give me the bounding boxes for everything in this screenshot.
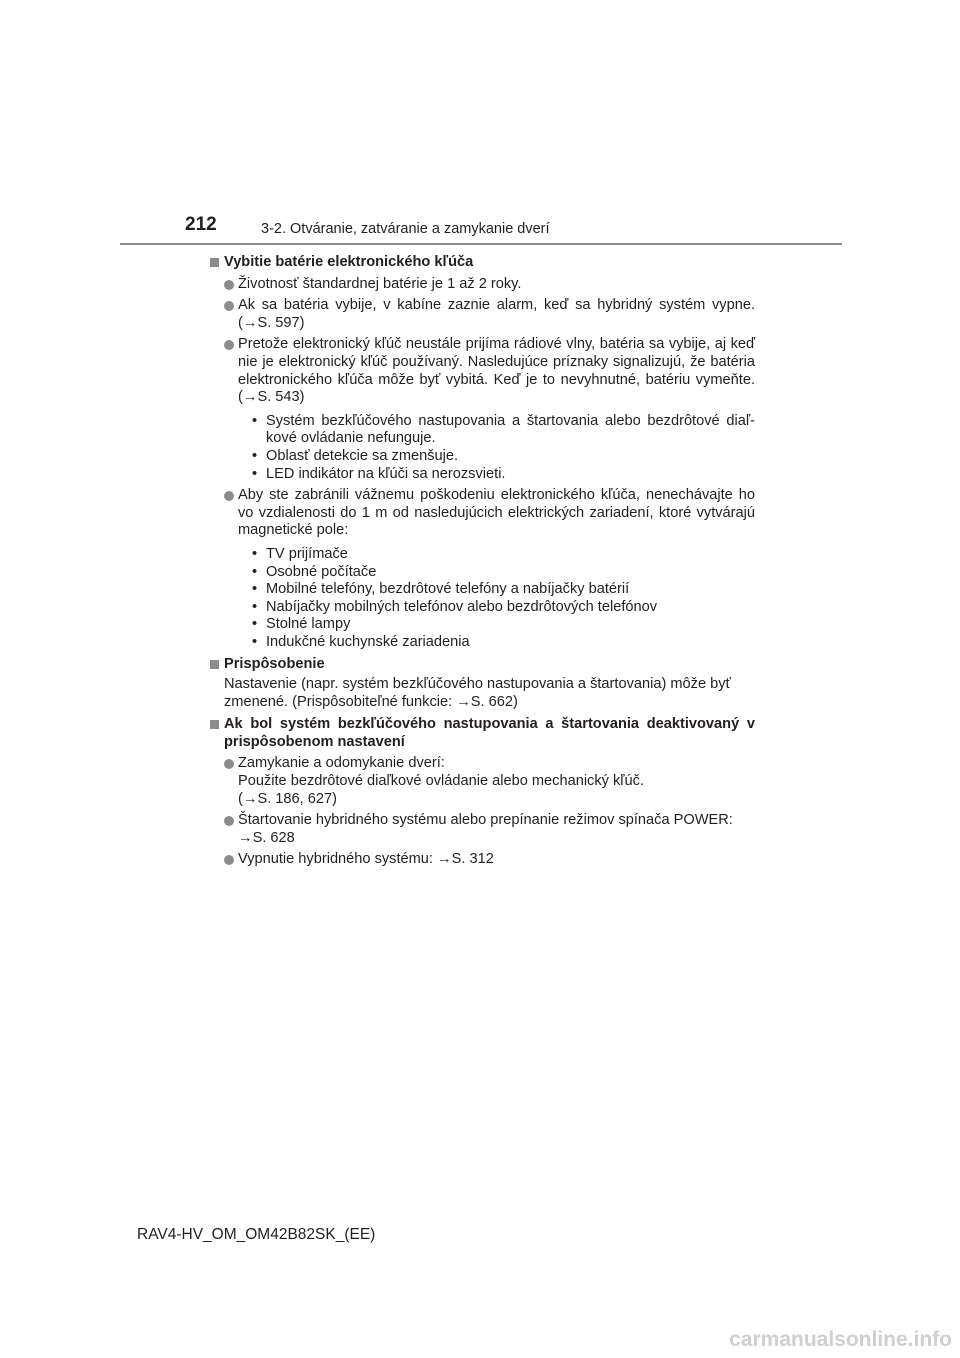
item-title: Štartovanie hybridného systému alebo prepínanie režimov spínača POWER: xyxy=(238,812,733,829)
symptom-item: • Systém bezkľúčového nastupovania a štartovania alebo bezdrôtové diaľkové ovládanie nefunguje. xyxy=(252,413,755,448)
item-text: Použite bezdrôtové diaľkové ovládanie alebo mechanický kľúč. xyxy=(238,773,645,790)
round-bullet-icon xyxy=(224,301,234,311)
list-item xyxy=(224,812,755,847)
item-title: Vypnutie hybridného systému: xyxy=(238,851,438,868)
symptom-list xyxy=(238,413,755,483)
square-bullet-icon xyxy=(210,720,219,729)
page-reference-link[interactable]: → S. 662) xyxy=(456,694,518,710)
device-item: • Mobilné telefóny, bezdrôtové telefóny a nabíjačky batérií xyxy=(252,581,755,599)
manual-code: RAV4-HV_OM_OM42B82SK_(EE) xyxy=(137,1226,376,1243)
watermark: carmanualsonline.info xyxy=(729,1328,952,1351)
section-heading: Ak bol systém bezkľúčového nastupovania a štartovania deaktivovaný v prispôsobenom nastavení xyxy=(224,716,755,750)
round-bullet-icon xyxy=(224,340,234,350)
device-list xyxy=(238,546,755,652)
item-title: Zamykanie a odomykanie dverí: xyxy=(238,755,445,772)
header-divider xyxy=(120,243,842,245)
list-item xyxy=(224,336,755,483)
round-bullet-icon xyxy=(224,759,234,769)
page-reference-link[interactable]: → S. 628 xyxy=(238,830,295,846)
page-number: 212 xyxy=(185,214,217,235)
symptom-item: • Oblasť detekcie sa zmenšuje. xyxy=(252,448,755,466)
section-heading: Vybitie batérie elektronického kľúča xyxy=(224,254,474,270)
section-title: 3-2. Otváranie, zatváranie a zamykanie dverí xyxy=(261,221,550,237)
symptom-item: • LED indikátor na kľúči sa nerozsvieti. xyxy=(252,466,755,484)
device-item: • TV prijímače xyxy=(252,546,755,564)
page-reference-link[interactable]: → S. 312 xyxy=(437,851,494,867)
paragraph xyxy=(224,676,755,711)
item-text: Aby ste zabránili vážnemu poškodeniu elektronického kľúča, nenechávajte ho vo vzdialenosti do 1 m od nasledujúcich elektrických zariadení, ktoré vytvárajú magnetické pole: xyxy=(238,487,755,539)
device-item: • Indukčné kuchynské zariadenia xyxy=(252,634,755,652)
page-reference-link[interactable]: → S. 186, 627) xyxy=(243,791,337,807)
item-text: ( xyxy=(238,790,243,807)
page-reference-link[interactable]: → S. 543) xyxy=(243,389,305,405)
list-item xyxy=(224,755,755,808)
round-bullet-icon xyxy=(224,855,234,865)
square-bullet-icon xyxy=(210,660,219,669)
page-content xyxy=(210,254,755,874)
list-item xyxy=(224,487,755,651)
round-bullet-icon xyxy=(224,280,234,290)
page-reference-link[interactable]: → S. 597) xyxy=(243,315,305,331)
item-text: Ak sa batéria vybije, v kabíne zaznie alarm, keď sa hybridný systém vypne. ( xyxy=(238,297,755,331)
round-bullet-icon xyxy=(224,816,234,826)
section-heading: Prispôsobenie xyxy=(224,656,325,673)
item-text: Pretože elektronický kľúč neustále prijíma rádiové vlny, batéria sa vybije, aj keď nie je elektronický kľúč používaný. Nasledujúce príznaky signalizujú, že batéria elektronického kľúča môže byť vybitá. Keď je to nevyhnutné, batériu vymeňte. ( xyxy=(238,336,755,406)
list-item xyxy=(224,276,755,294)
list-item xyxy=(224,297,755,332)
section-battery xyxy=(210,254,755,651)
device-item: • Osobné počítače xyxy=(252,564,755,582)
round-bullet-icon xyxy=(224,491,234,501)
list-item xyxy=(224,851,755,869)
item-text: Životnosť štandardnej batérie je 1 až 2 roky. xyxy=(238,275,522,292)
page-header xyxy=(0,0,960,250)
section-deactivated xyxy=(210,716,755,869)
square-bullet-icon xyxy=(210,258,219,267)
paragraph-text: Nastavenie (napr. systém bezkľúčového nastupovania a štartovania) môže byť zmenené. (Prispôsobiteľné funkcie: xyxy=(224,676,731,710)
section-customization xyxy=(210,656,755,711)
device-item: • Nabíjačky mobilných telefónov alebo bezdrôtových telefónov xyxy=(252,599,755,617)
device-item: • Stolné lampy xyxy=(252,616,755,634)
